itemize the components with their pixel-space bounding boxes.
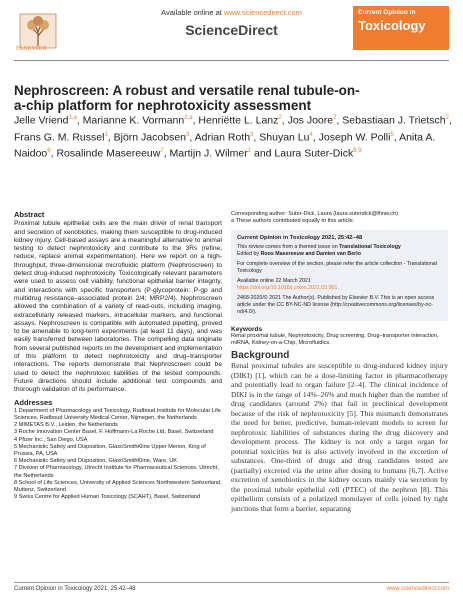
edited-by-prefix: Edited by (237, 251, 260, 257)
journal-name: Toxicology (358, 18, 426, 33)
background-text: Renal proximal tubules are susceptible to drug-induced kidney injury (DIKI) [1], which can be a dose-limiting factor in pharmacotherapy and potentially lead to organ failure [2–4]. The clinical incidence of DIKI is in the range of 14%–26% and much higher than the number of drug candidates (around 2%) that fail in preclinical development because of the risk of nephrotoxicity [5]. This mismatch demonstrates the need for better, predictive, human-relevant models to screen for nephrotoxic liabilities of substances during the drug discovery and development process. The kidney is not only a target organ for potential toxicities but is also actively involved in the excretion of substances. One-third of drugs and drug candidates tested are (partially) excreted via the urine after dosing to humans [6,7]. Active excretion of xenobiotics in the kidney occurs mainly via secretion by the proximal tubule epithelial cell (PTEC) of the nephron [8]. This epithelium consists of a polarized monolayer of cells joined by tight junctions that form a barrier, separating (231, 361, 448, 513)
address-item: 4 Pfizer Inc., San Diego, USA (14, 436, 88, 443)
info-box-title: Current Opinion in Toxicology 2021, 25:42–48 (237, 235, 363, 241)
address-item: 8 School of Life Sciences, University of Applied Sciences Northwestern Switzerland, Muttenz, Switzerland (14, 479, 222, 494)
available-online-date: Available online 22 March 2021 (237, 278, 311, 284)
sciencedirect-wordmark[interactable]: ScienceDirect (185, 22, 278, 38)
author-name[interactable]: Marianne K. Vormann (82, 114, 185, 127)
abstract-heading: Abstract (14, 210, 45, 219)
author-list: Jelle Vriend$^{1,a}$, Marianne K. Vormann$^{2,a}$, Henriëtte L. Lanz$^2$, Jos Joore$^2$, Sebastiaan J. Trietsch$^2$, Frans G. M. Russel$^1$, Björn Jacobsen$^3$, Adrian Roth$^3$, Shuyan Lu$^4$, Joseph W. Polli$^5$, Anita A. Naidoo$^6$, Rosalinde Masereeuw$^7$, Martijn J. Wilmer$^1$ and Laura Suter-Dick$^{8,9}$ (14, 114, 452, 160)
address-item: 2 MIMETAS B.V., Leiden, the Netherlands (14, 422, 118, 429)
author-name[interactable]: Martijn J. Wilmer (169, 147, 248, 160)
author-affiliation: 5 (390, 131, 394, 138)
author-affiliation: 2 (445, 115, 449, 121)
author-name[interactable]: Laura Suter-Dick (274, 147, 354, 160)
author-affiliation: 4 (309, 131, 313, 138)
author-affiliation: 2,a (184, 115, 193, 121)
author-affiliation: 2 (333, 115, 337, 121)
article-info-box (231, 230, 448, 321)
license-text[interactable]: 2468-2020/© 2021 The Author(s). Published by Elsevier B.V. This is an open access article under the CC BY-NC-ND license (http://creativecommons.org/licenses/by-nc-nd/4.0/). (237, 295, 435, 315)
author-name[interactable]: Adrian Roth (194, 131, 251, 143)
equal-contribution-note: a These authors contributed equally to this article. (231, 218, 355, 224)
address-item: 6 Mechanistic Safety and Disposition, GlaxoSmithKline, Ware, UK (14, 458, 178, 465)
footer-citation: Current Opinion in Toxicology 2021, 25:42–48 (14, 586, 136, 592)
editors-line (237, 251, 442, 258)
author-affiliation: 1 (247, 148, 252, 154)
author-affiliation: 7 (160, 148, 164, 154)
author-name[interactable]: Jelle Vriend (14, 114, 69, 127)
addresses-heading: Addresses (14, 397, 53, 407)
address-item: 5 Mechanistic Safety and Disposition, GlaxoSmithKline Upper Merion, King of Prussia, PA, USA (14, 443, 206, 458)
author-name[interactable]: Frans G. M. Russel (14, 131, 105, 143)
author-affiliation: 1 (104, 131, 108, 138)
address-item: 9 Swiss Centre for Applied Human Toxicology (SCAHT), Basel, Switzerland (14, 494, 201, 501)
address-list (14, 408, 222, 502)
publisher-name: ELSEVIER (16, 46, 47, 52)
address-item: 3 Roche Innovation Center Basel, F. Hoffmann-La Roche Ltd, Basel, Switzerland (14, 429, 214, 436)
sciencedirect-link[interactable]: www.sciencedirect.com (223, 8, 302, 17)
author-affiliation: 3 (250, 131, 254, 138)
author-name[interactable]: Jos Joore (287, 114, 334, 127)
keywords-heading: Keywords (231, 326, 263, 333)
right-column (231, 211, 448, 513)
collection-overview[interactable]: For complete overview of the section, please refer the article collection - Translational Toxicology (237, 261, 437, 274)
doi-link[interactable]: https://doi.org/10.1016/j.cotox.2021.03.001 (237, 285, 338, 291)
author-name[interactable]: Sebastiaan J. Trietsch (342, 114, 446, 127)
author-affiliation: 1,a (68, 115, 77, 121)
journal-kicker: Current Opinion in (358, 9, 416, 16)
address-item: 1 Department of Pharmacology and Toxicology, Radboud Institute for Molecular Life Sciences, Radboud University Medical Center, Nijmegen, the Netherlands (14, 407, 221, 422)
address-item: 7 Division of Pharmacology, Utrecht Institute for Pharmaceutical Sciences, Utrecht, the Netherlands (14, 465, 219, 479)
addresses-section (14, 399, 222, 502)
author-name[interactable]: Joseph W. Polli (318, 131, 391, 143)
themed-issue (237, 244, 442, 251)
author-name[interactable]: Anita A. Naidoo (14, 131, 436, 160)
abstract-text: Proximal tubule epithelial cells are the main driver of renal transport and secretion of xenobiotics, making them susceptible to drug-induced kidney injury. Cell-based assays are a meaningful alternative to animal testing to detect nephrotoxicity and contribute to the 3Rs (refine, reduce, replace animal experimentation). Here we report on a high-throughput, three-dimensional microfluidic platform (Nephroscreen) to detect drug-induced nephrotoxicity. Toxicologically relevant parameters were used to assess cell viability, functional epithelial barrier integrity, and interactions with specific transporters (P-glycoprotein: P-gp and multidrug resistance–associated protein 2/4; MRP2/4). Nephroscreen allowed the combination of a variety of read-outs, including imaging, extracellularly released markers, intracellular markers, and functional assays. Nephroscreen is compatible with automated pipetting, proved to be amenable to long-term experiments (at least 11 days), and was easily transferred between laboratories. The compelling data originate from several published reports on the development and implementation of this platform to detect nephrotoxicity and drug–transporter interactions. The reports demonstrate that Nephroscreen could be used to detect the nephrotoxic liabilities of the tested compounds. Future directions should include additional test compounds and thorough validation of its performance. (14, 220, 222, 394)
background-heading: Background (231, 350, 290, 361)
keywords-list: Renal proximal tubule, Nephrotoxicity, Drug screening, Drug–transporter interaction, miRNA, Kidney-on-a-Chip, Microfluidics. (231, 333, 439, 346)
available-prefix: Available online at (161, 8, 222, 17)
header-divider (14, 60, 449, 61)
author-name[interactable]: Henriëtte L. Lanz (198, 114, 279, 127)
author-affiliation: 3 (186, 131, 190, 138)
corresponding-author[interactable]: Corresponding author: Suter-Dick, Laura (laura.suterdick@fhnw.ch) (231, 211, 399, 217)
themed-issue-name: Translational Toxicology (339, 244, 401, 250)
editors-names: Roos Masereeuw and Damien van Berlo (260, 251, 361, 257)
author-name[interactable]: Shuyan Lu (259, 131, 310, 143)
author-affiliation: 8,9 (353, 148, 362, 154)
page-header (14, 6, 449, 58)
themed-issue-prefix: This review comes from a themed issue on (237, 244, 338, 250)
footer-site-link[interactable]: www.sciencedirect.com (386, 586, 449, 592)
journal-badge[interactable] (353, 6, 449, 50)
footer-divider (14, 582, 449, 583)
author-affiliation: 6 (47, 148, 51, 154)
article-title: Nephroscreen: A robust and versatile renal tubule-on-a-chip platform for nephrotoxicity assessment (14, 83, 360, 113)
author-affiliation: 2 (278, 115, 282, 121)
author-name[interactable]: Rosalinde Masereeuw (56, 147, 161, 160)
author-name[interactable]: Björn Jacobsen (113, 131, 187, 143)
left-column (14, 211, 222, 501)
